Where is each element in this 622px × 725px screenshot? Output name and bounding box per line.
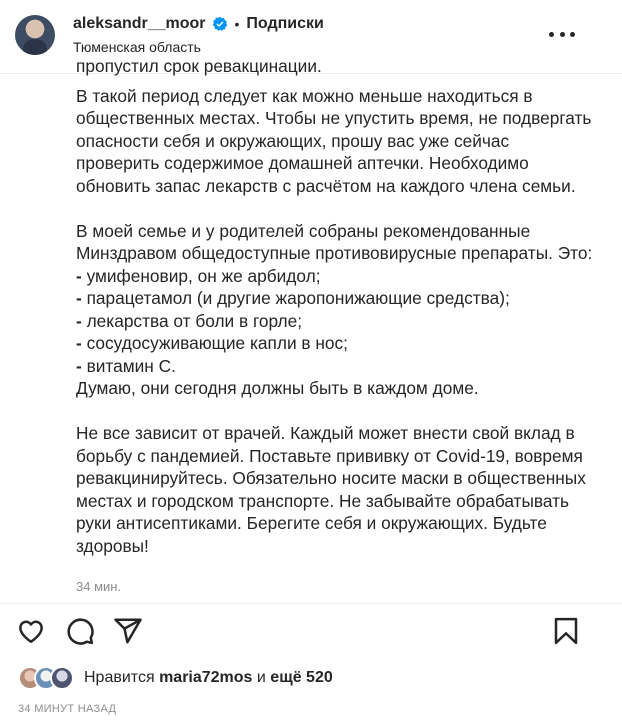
more-options-icon[interactable]	[549, 24, 575, 44]
list-item: - сосудосуживающие капли в нос;	[76, 333, 348, 353]
likes-text: Нравится maria72mos и ещё 520	[84, 669, 333, 686]
verified-badge-icon	[212, 16, 228, 32]
heart-icon[interactable]	[16, 616, 46, 646]
list-item: - лекарства от боли в горле;	[76, 310, 303, 331]
liker-avatar[interactable]	[50, 666, 74, 690]
liker-username[interactable]: maria72mos	[159, 669, 253, 686]
list-item: - умифеновир, он же арбидол;	[76, 265, 321, 286]
username-link[interactable]: aleksandr__moor	[73, 15, 206, 32]
list-item: - парацетамол (и другие жаропонижающие средства);	[76, 288, 510, 308]
caption-cut-line: пропустил срок ревакцинации.	[76, 62, 322, 76]
bookmark-icon[interactable]	[551, 616, 581, 646]
caption-list-outro: Думаю, они сегодня должны быть в каждом доме.	[76, 378, 479, 398]
comment-icon[interactable]	[65, 616, 95, 646]
caption-paragraph-2	[76, 220, 596, 400]
caption-paragraph-1: В такой период следует как можно меньше находиться в общественных местах. Чтобы не упустить время, не подвергать опасности себя и окружающих, прошу вас уже сейчас проверить содержимое домашней аптечки. Необходимо обновить запас лекарств с расчётом на каждого члена семьи.	[76, 85, 592, 196]
caption-list-intro: В моей семье и у родителей собраны рекомендованные Минздравом общедоступные противовирусные препараты. Это:	[76, 220, 593, 263]
location-link[interactable]: Тюменская область	[73, 39, 201, 55]
separator-dot: •	[234, 16, 240, 32]
list-item: - витамин С.	[76, 355, 176, 376]
avatar[interactable]	[15, 15, 55, 55]
post-caption	[76, 62, 596, 580]
caption-time: 34 мин.	[76, 579, 122, 594]
action-bar	[0, 612, 622, 652]
following-button[interactable]: Подписки	[246, 15, 324, 32]
post-timestamp: 34 МИНУТ НАЗАД	[18, 703, 117, 715]
divider	[0, 603, 622, 604]
user-line	[73, 13, 324, 35]
likes-count-link[interactable]: ещё 520	[270, 669, 333, 686]
share-icon[interactable]	[113, 616, 143, 646]
caption-paragraph-3: Не все зависит от врачей. Каждый может внести свой вклад в борьбу с пандемией. Поставьте прививку от Covid-19, вовремя ревакцинируйтесь. Обязательно носите маски в общественных местах и городском транспорте. Не забывайте обрабатывать руки антисептиками. Берегите себя и окружающих. Будьте здоровы!	[76, 423, 586, 556]
likes-row	[18, 665, 333, 691]
